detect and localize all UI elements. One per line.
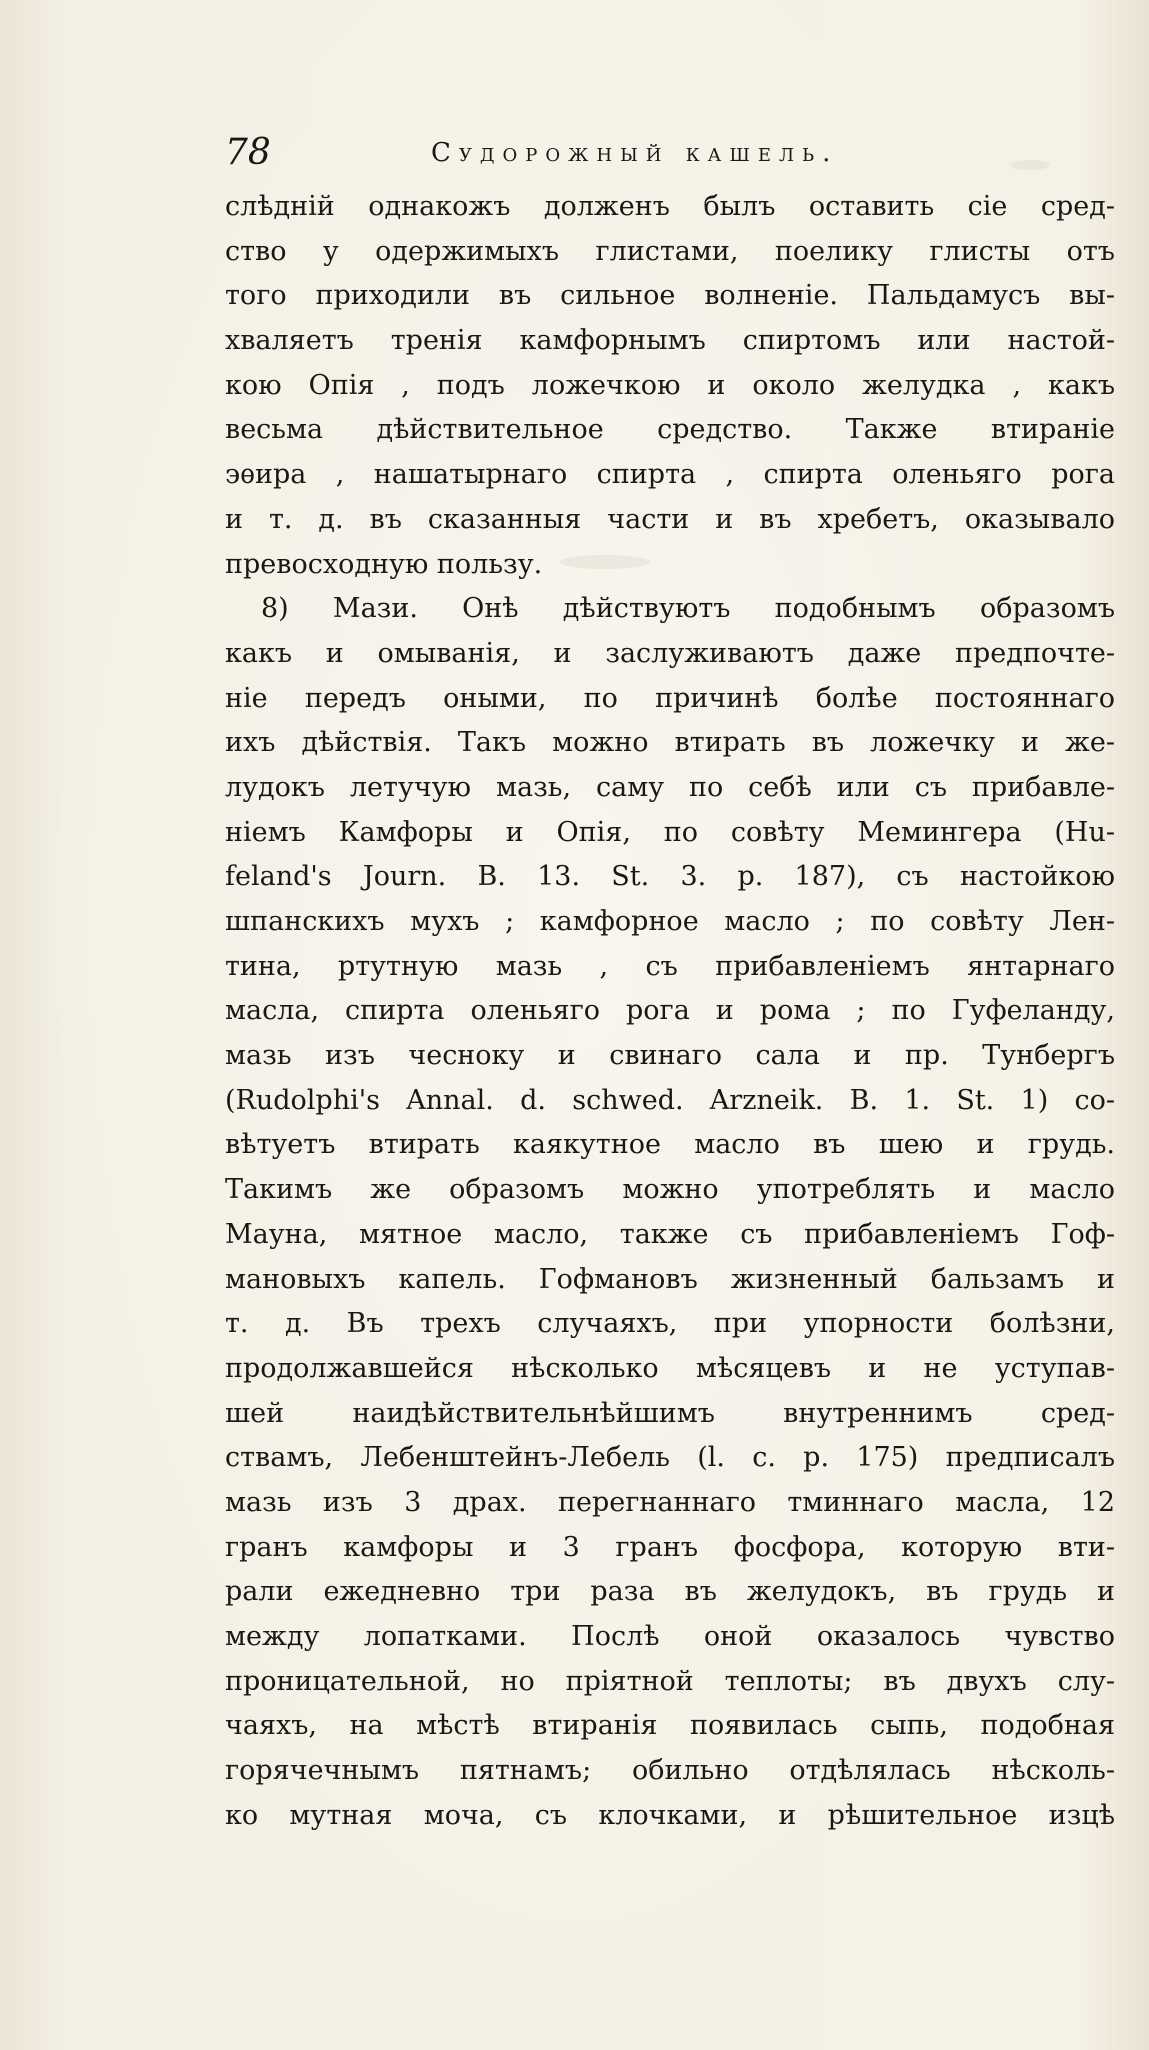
text-line: мазь изъ 3 драх. перегнаннаго тминнаго масла, 12 xyxy=(225,1486,1115,1518)
text-line: т. д. Въ трехъ случаяхъ, при упорности болѣзни, xyxy=(225,1308,1115,1340)
text-line: feland's Journ. B. 13. St. 3. p. 187), съ настойкою xyxy=(225,861,1115,893)
page-number: 78 xyxy=(225,132,271,173)
text-line: эѳира , нашатырнаго спирта , спирта оленьяго рога xyxy=(225,459,1115,491)
text-line: проницательной, но пріятной теплоты; въ двухъ слу- xyxy=(225,1665,1115,1697)
text-line: вѣтуетъ втирать каякутное масло въ шею и грудь. xyxy=(225,1129,1115,1161)
text-line: Мауна, мятное масло, также съ прибавленіемъ Гоф- xyxy=(225,1218,1115,1250)
text-line: масла, спирта оленьяго рога и рома ; по Гуфеланду, xyxy=(225,995,1115,1027)
paper-stain xyxy=(1010,160,1050,170)
text-line: горячечнымъ пятнамъ; обильно отдѣлялась нѣсколь- xyxy=(225,1755,1115,1787)
text-line: кою Опія , подъ ложечкою и около желудка , какъ xyxy=(225,369,1115,401)
text-line: слѣдній однакожъ долженъ былъ оставить сіе сред- xyxy=(225,191,1115,222)
text-line: превосходную пользу. xyxy=(225,548,543,580)
text-line: ко мутная моча, съ клочками, и рѣшительное изцѣ xyxy=(225,1799,1115,1831)
text-line: шей наидѣйствительнѣйшимъ внутреннимъ сред- xyxy=(225,1397,1115,1429)
text-line: ніемъ Камфоры и Опія, по совѣту Мемингера (Hu- xyxy=(225,816,1115,848)
running-title: Судорожный кашель. xyxy=(431,138,839,168)
text-line: чаяхъ, на мѣстѣ втиранія появилась сыпь, подобная xyxy=(225,1710,1115,1742)
text-line: шпанскихъ мухъ ; камфорное масло ; по совѣту Лен- xyxy=(225,906,1115,937)
text-line: и т. д. въ сказанныя части и въ хребетъ, оказывало xyxy=(225,503,1115,535)
text-line: хваляетъ тренія камфорнымъ спиртомъ или настой- xyxy=(225,325,1115,357)
text-line: ихъ дѣйствія. Такъ можно втирать въ ложечку и же- xyxy=(225,727,1115,759)
text-line: Такимъ же образомъ можно употреблять и масло xyxy=(225,1174,1115,1206)
text-line: ніе передъ оными, по причинѣ болѣе постояннаго xyxy=(225,682,1115,714)
text-line: гранъ камфоры и 3 гранъ фосфора, которую вти- xyxy=(225,1531,1115,1563)
body-text xyxy=(225,185,1115,1838)
text-line: рали ежедневно три раза въ желудокъ, въ грудь и xyxy=(225,1576,1115,1608)
text-line: ствамъ, Лебенштейнъ-Лебель (l. c. p. 175) предписалъ xyxy=(225,1442,1115,1474)
text-line: продолжавшейся нѣсколько мѣсяцевъ и не уступав- xyxy=(225,1352,1115,1384)
text-line: между лопатками. Послѣ оной оказалось чувство xyxy=(225,1621,1115,1652)
text-line: ство у одержимыхъ глистами, поелику глисты отъ xyxy=(225,235,1115,267)
text-line: мазь изъ чесноку и свинаго сала и пр. Тунбергъ xyxy=(225,1040,1115,1072)
text-line: лудокъ летучую мазь, саму по себѣ или съ прибавле- xyxy=(225,771,1115,803)
text-line: 8) Мази. Онѣ дѣйствуютъ подобнымъ образомъ xyxy=(261,593,1115,625)
text-line: какъ и омыванія, и заслуживаютъ даже предпочте- xyxy=(225,637,1115,669)
text-line: тина, ртутную мазь , съ прибавленіемъ янтарнаго xyxy=(225,950,1115,982)
text-line: весьма дѣйствительное средство. Также втираніе xyxy=(225,414,1115,446)
page-header xyxy=(225,128,945,178)
text-line: мановыхъ капель. Гофмановъ жизненный бальзамъ и xyxy=(225,1263,1115,1295)
text-line: (Rudolphi's Annal. d. schwed. Arzneik. B. 1. St. 1) со- xyxy=(225,1084,1115,1116)
text-line: того приходили въ сильное волненіе. Пальдамусъ вы- xyxy=(225,280,1115,312)
